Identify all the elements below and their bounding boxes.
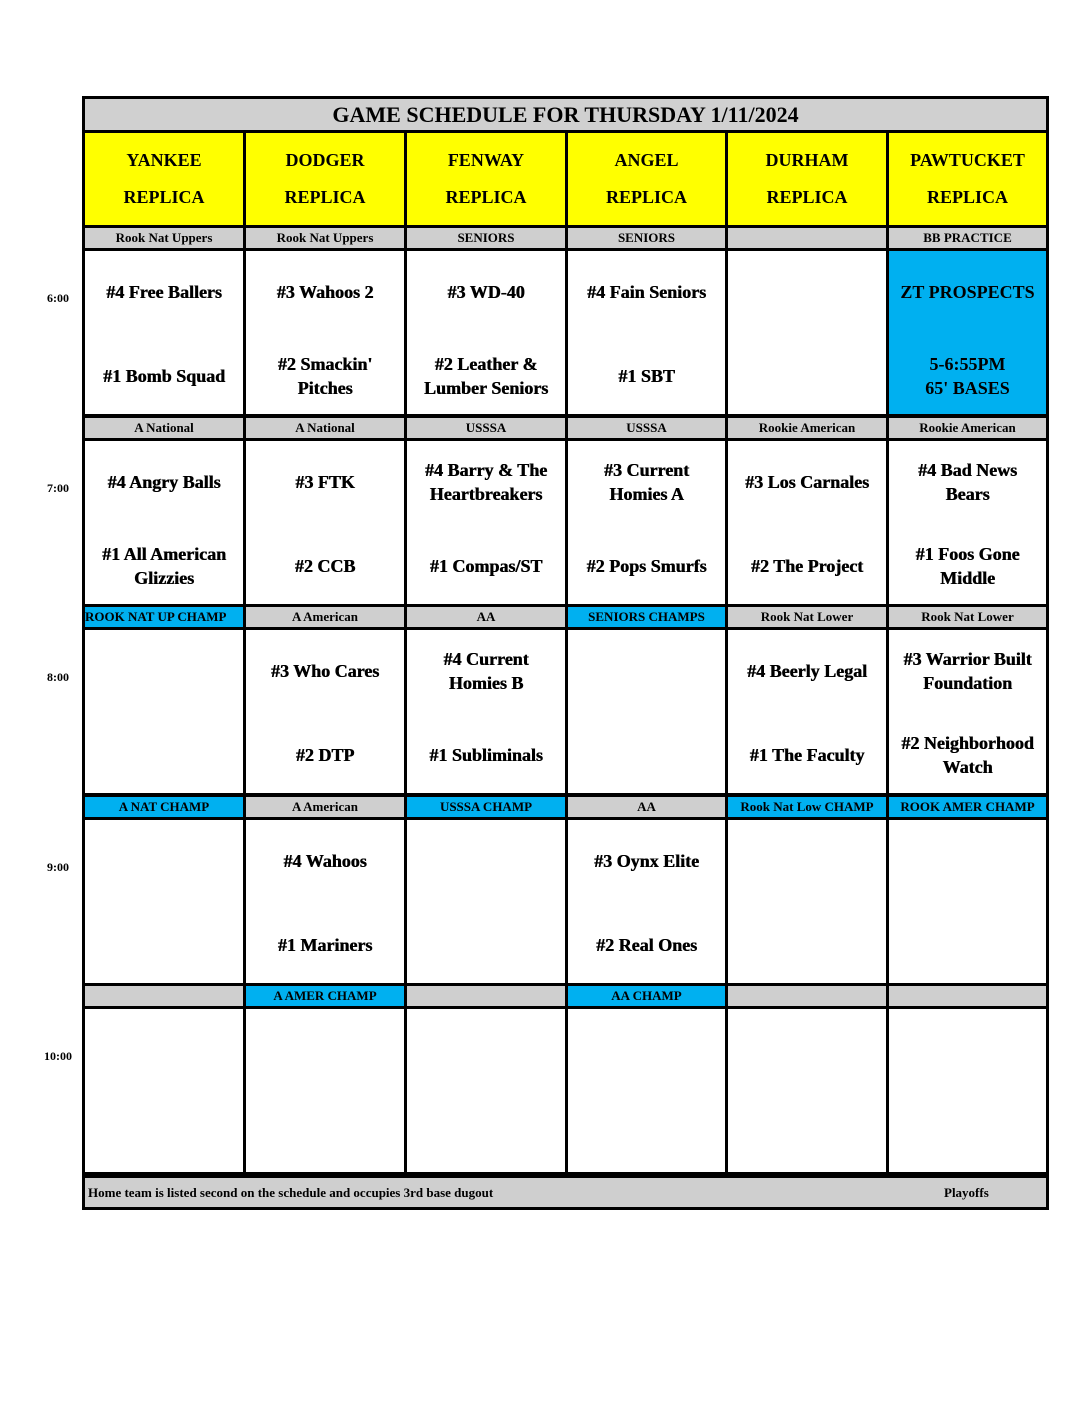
home-team: #2 Leather & Lumber Seniors: [423, 354, 549, 398]
field-subtitle: REPLICA: [926, 187, 1008, 207]
away-team: #4 Current Homies B: [443, 649, 529, 693]
field-name: DODGER: [285, 150, 365, 170]
division-label: Rook Nat Lower: [728, 607, 886, 627]
home-team: #1 Subliminals: [429, 745, 543, 765]
home-team: [85, 1107, 243, 1161]
away-team: #4 Wahoos: [283, 851, 367, 871]
field-subtitle: REPLICA: [445, 187, 527, 207]
away-team: #3 Los Carnales: [744, 472, 869, 492]
home-team: #1 SBT: [618, 366, 675, 386]
home-team: #2 DTP: [295, 745, 355, 765]
game-cell: [246, 820, 404, 983]
game-cell: [246, 1009, 404, 1172]
away-team: [85, 1023, 243, 1077]
time-label: 9:00: [47, 860, 69, 874]
away-team: [889, 1023, 1046, 1077]
field-name: DURHAM: [765, 150, 849, 170]
home-team: #2 CCB: [294, 556, 356, 576]
field-subtitle: REPLICA: [123, 187, 205, 207]
division-label: [85, 986, 243, 1006]
playoffs-label: Playoffs: [944, 1185, 989, 1200]
game-cell: [85, 251, 243, 414]
away-team: #3 Warrior Built Foundation: [903, 649, 1032, 693]
division-label: BB PRACTICE: [889, 228, 1046, 248]
division-label: ROOK NAT UP CHAMP: [85, 607, 243, 627]
field-name: FENWAY: [447, 150, 525, 170]
division-label: AA: [568, 797, 725, 817]
home-team: [568, 1107, 725, 1161]
field-header: [568, 133, 725, 225]
away-team: #4 Fain Seniors: [586, 282, 706, 302]
game-cell: [889, 1009, 1046, 1172]
field-header: [889, 133, 1046, 225]
game-cell: [728, 251, 886, 414]
home-team: #2 The Project: [750, 556, 864, 576]
game-cell: [246, 251, 404, 414]
home-team: [728, 1107, 886, 1161]
footer-bar: [85, 1178, 1046, 1207]
field-name: ANGEL: [614, 150, 679, 170]
home-team: #1 Bomb Squad: [102, 366, 226, 386]
field-header: [246, 133, 404, 225]
away-team: [407, 1023, 565, 1077]
home-team: #2 Pops Smurfs: [586, 556, 707, 576]
field-subtitle: REPLICA: [766, 187, 848, 207]
home-team: [889, 918, 1046, 972]
division-label: Rookie American: [728, 418, 886, 438]
division-label: A National: [85, 418, 243, 438]
away-team: [246, 1023, 404, 1077]
division-label: [728, 228, 886, 248]
away-team: #3 Oynx Elite: [593, 851, 699, 871]
away-team: [728, 834, 886, 888]
home-team: #2 Smackin' Pitches: [277, 354, 373, 398]
away-team: #4 Angry Balls: [107, 472, 221, 492]
game-cell: [728, 630, 886, 793]
division-label: [728, 986, 886, 1006]
division-label: Rookie American: [889, 418, 1046, 438]
game-cell: [568, 441, 725, 604]
division-label: AA CHAMP: [568, 986, 725, 1006]
home-team: [407, 1107, 565, 1161]
field-header: [85, 133, 243, 225]
away-team: [85, 834, 243, 888]
division-label: Rook Nat Lower: [889, 607, 1046, 627]
division-label: SENIORS: [568, 228, 725, 248]
home-team: #1 The Faculty: [749, 745, 865, 765]
home-team: [407, 918, 565, 972]
division-label: USSSA CHAMP: [407, 797, 565, 817]
time-label: 7:00: [47, 481, 69, 495]
time-label: 8:00: [47, 670, 69, 684]
game-cell: [889, 630, 1046, 793]
footer-note: Home team is listed second on the schedule and occupies 3rd base dugout: [88, 1185, 494, 1200]
game-cell: [85, 630, 243, 793]
division-label: Rook Nat Low CHAMP: [728, 797, 886, 817]
away-team: [889, 834, 1046, 888]
home-team: [889, 1107, 1046, 1161]
away-team: #3 FTK: [295, 472, 355, 492]
division-label: ROOK AMER CHAMP: [889, 797, 1046, 817]
division-label: AA: [407, 607, 565, 627]
away-team: #3 Current Homies A: [603, 460, 690, 504]
division-label: Rook Nat Uppers: [85, 228, 243, 248]
game-cell: [85, 441, 243, 604]
game-cell: [407, 251, 565, 414]
game-cell: [568, 251, 725, 414]
away-team: [728, 1023, 886, 1077]
division-label: A NAT CHAMP: [85, 797, 243, 817]
away-team: ZT PROSPECTS: [900, 282, 1035, 302]
game-cell: [889, 251, 1046, 414]
game-cell: [407, 630, 565, 793]
home-team: [568, 728, 725, 782]
game-cell: [889, 441, 1046, 604]
division-label: USSSA: [568, 418, 725, 438]
away-team: [728, 265, 886, 319]
division-label: A National: [246, 418, 404, 438]
game-cell: [568, 630, 725, 793]
field-header: [728, 133, 886, 225]
field-name: YANKEE: [126, 150, 202, 170]
home-team: [85, 728, 243, 782]
field-name: PAWTUCKET: [910, 150, 1025, 170]
away-team: #3 Wahoos 2: [276, 282, 374, 302]
game-cell: [728, 820, 886, 983]
division-label: USSSA: [407, 418, 565, 438]
schedule-title: GAME SCHEDULE FOR THURSDAY 1/11/2024: [85, 99, 1046, 130]
division-label: [407, 986, 565, 1006]
game-cell: [246, 630, 404, 793]
time-label: 6:00: [47, 291, 69, 305]
field-header: [407, 133, 565, 225]
away-team: #3 Who Cares: [270, 661, 380, 681]
home-team: #1 Foos Gone Middle: [915, 544, 1020, 588]
away-team: #4 Barry & The Heartbreakers: [424, 460, 548, 504]
home-team: 5-6:55PM 65' BASES: [925, 354, 1010, 398]
away-team: [568, 644, 725, 698]
home-team: #1 All American Glizzies: [102, 544, 226, 588]
division-label: SENIORS: [407, 228, 565, 248]
home-team: #2 Neighborhood Watch: [901, 733, 1034, 777]
game-cell: [407, 441, 565, 604]
home-team: [728, 349, 886, 403]
game-cell: [85, 820, 243, 983]
home-team: #2 Real Ones: [596, 935, 697, 955]
division-label: [889, 986, 1046, 1006]
home-team: #1 Mariners: [277, 935, 373, 955]
game-cell: [728, 1009, 886, 1172]
field-subtitle: REPLICA: [605, 187, 687, 207]
away-team: #3 WD-40: [447, 282, 525, 302]
home-team: [728, 918, 886, 972]
division-label: SENIORS CHAMPS: [568, 607, 725, 627]
game-cell: [889, 820, 1046, 983]
away-team: [85, 644, 243, 698]
game-cell: [568, 820, 725, 983]
away-team: #4 Beerly Legal: [747, 661, 867, 681]
home-team: [246, 1107, 404, 1161]
game-cell: [407, 1009, 565, 1172]
game-cell: [246, 441, 404, 604]
home-team: #1 Compas/ST: [429, 556, 543, 576]
time-label: 10:00: [44, 1049, 72, 1063]
game-cell: [728, 441, 886, 604]
away-team: #4 Bad News Bears: [917, 460, 1017, 504]
division-label: A American: [246, 607, 404, 627]
game-cell: [85, 1009, 243, 1172]
division-label: Rook Nat Uppers: [246, 228, 404, 248]
division-label: A American: [246, 797, 404, 817]
schedule-table: [82, 96, 1049, 1210]
home-team: [85, 918, 243, 972]
away-team: [568, 1023, 725, 1077]
field-subtitle: REPLICA: [284, 187, 366, 207]
division-label: A AMER CHAMP: [246, 986, 404, 1006]
game-cell: [407, 820, 565, 983]
away-team: #4 Free Ballers: [106, 282, 222, 302]
game-cell: [568, 1009, 725, 1172]
away-team: [407, 834, 565, 888]
